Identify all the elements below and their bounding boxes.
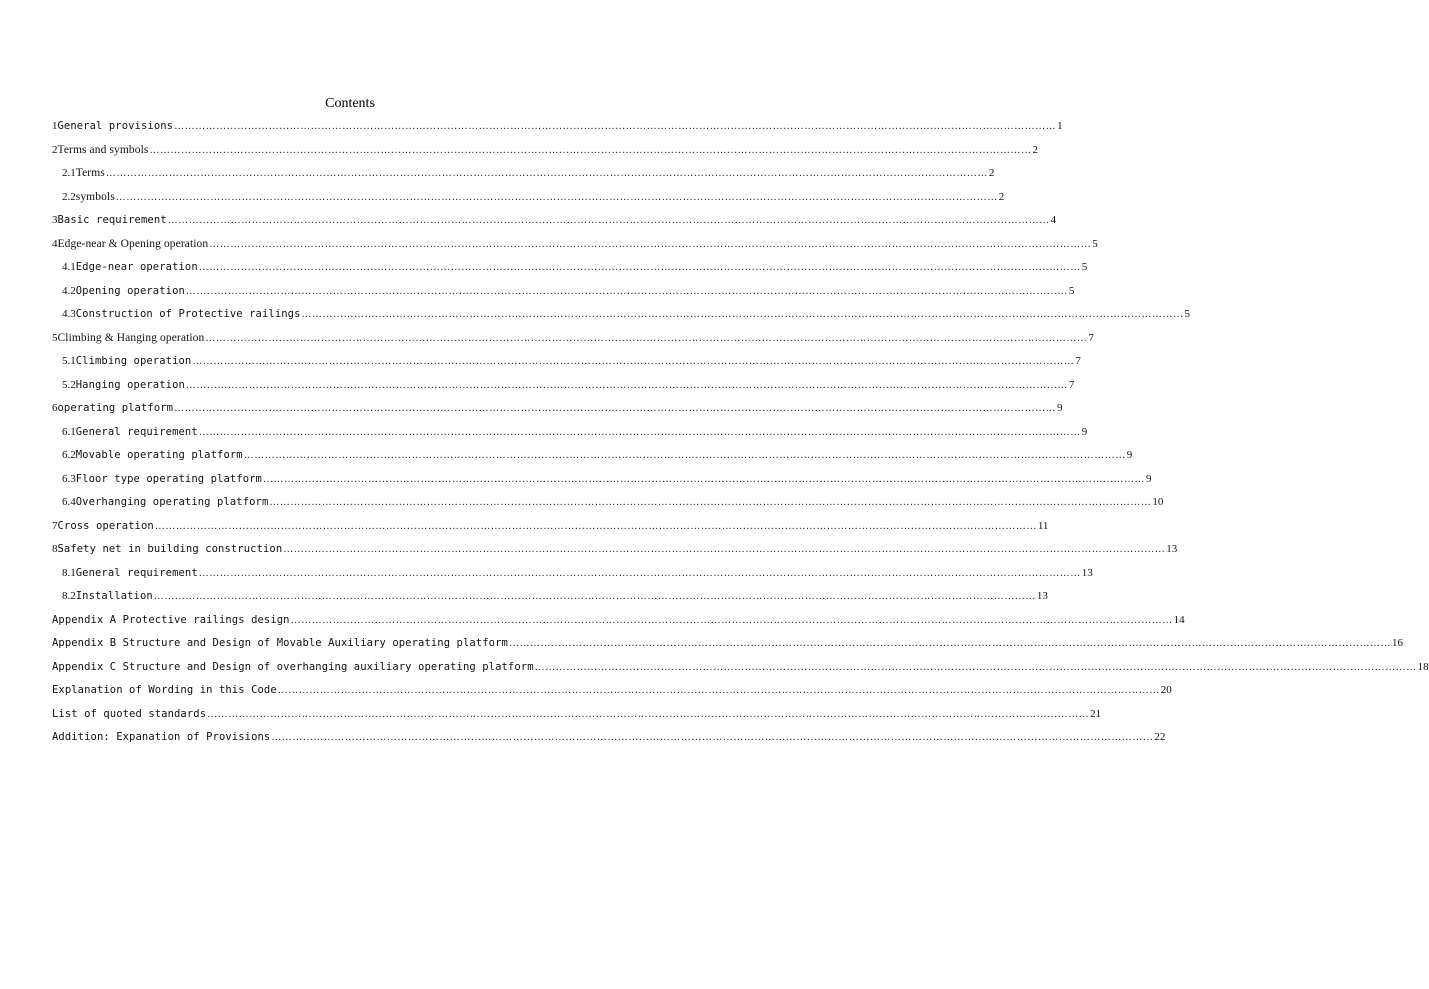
dot-leader: ……………………………………………………………………………………………………………………………………………………………………………………………………………………………… <box>271 732 1154 743</box>
toc-entry-number: 6.2 <box>62 449 76 461</box>
toc-entry-label: symbols <box>75 191 115 203</box>
toc-entry-number: 6.1 <box>62 426 76 438</box>
dot-leader: ……………………………………………………………………………………………………………………………………………………………………………………………………………………………… <box>262 474 1145 485</box>
toc-entry-page: 18 <box>1417 661 1429 673</box>
toc-entry-label: List of quoted standards <box>52 708 207 720</box>
dot-leader: ……………………………………………………………………………………………………………………………………………………………………………………………………………………………… <box>167 215 1050 226</box>
toc-entry-label: General provisions <box>57 120 174 132</box>
toc-entry-page: 13 <box>1166 543 1178 555</box>
toc-entry-number: 4 <box>52 238 58 250</box>
toc-entry-2-2[interactable] <box>62 191 1005 207</box>
toc-entry-number: 8.1 <box>62 567 76 579</box>
toc-entry-label: Basic requirement <box>57 214 167 226</box>
toc-entry-label: Climbing & Hanging operation <box>57 332 205 344</box>
toc-entry-page: 10 <box>1152 496 1164 508</box>
toc-entry-5-1[interactable] <box>62 355 1081 371</box>
dot-leader: ……………………………………………………………………………………………………………………………………………………………………………………………………………………………… <box>174 121 1057 132</box>
dot-leader: ……………………………………………………………………………………………………………………………………………………………………………………………………………………………… <box>209 239 1092 250</box>
toc-entry-page: 7 <box>1075 355 1081 367</box>
dot-leader: ……………………………………………………………………………………………………………………………………………………………………………………………………………………………… <box>105 168 988 179</box>
toc-entry-8-2[interactable] <box>62 590 1048 606</box>
dot-leader: ……………………………………………………………………………………………………………………………………………………………………………………………………………………………… <box>154 521 1037 532</box>
toc-entry-label: Floor type operating platform <box>75 473 262 485</box>
page-title: Contents <box>325 96 375 111</box>
dot-leader: ……………………………………………………………………………………………………………………………………………………………………………………………………………………………… <box>534 662 1417 673</box>
toc-entry-number: 2.2 <box>62 191 76 203</box>
toc-entry-page: 2 <box>1032 144 1038 156</box>
toc-entry-number: 6 <box>52 402 58 414</box>
dot-leader: ……………………………………………………………………………………………………………………………………………………………………………………………………………………………… <box>115 192 998 203</box>
toc-entry-page: 9 <box>1126 449 1133 461</box>
toc-entry-page: 1 <box>1057 120 1063 132</box>
dot-leader: ……………………………………………………………………………………………………………………………………………………………………………………………………………………………… <box>277 685 1160 696</box>
toc-entry-page: 5 <box>1092 238 1098 250</box>
toc-entry-page: 22 <box>1154 731 1166 743</box>
toc-entry-number: 4.3 <box>62 308 76 320</box>
toc-entry-label: operating platform <box>57 402 174 414</box>
toc-entry-label: Cross operation <box>57 520 154 532</box>
dot-leader: ……………………………………………………………………………………………………………………………………………………………………………………………………………………………… <box>243 450 1126 461</box>
toc-entry-page: 2 <box>988 167 995 179</box>
toc-entry-label: Appendix A Protective railings design <box>52 614 290 626</box>
toc-entry-4[interactable] <box>52 238 1098 254</box>
toc-entry-label: Construction of Protective railings <box>75 308 301 320</box>
toc-entry-4-1[interactable] <box>62 261 1088 277</box>
toc-entry-1[interactable] <box>52 120 1063 136</box>
toc-entry-page: 21 <box>1090 708 1102 720</box>
toc-entry-number: 2 <box>52 144 58 156</box>
toc-entry-label: Opening operation <box>75 285 185 297</box>
toc-entry-number: 5.1 <box>62 355 76 367</box>
toc-entry-number: 1 <box>52 120 58 132</box>
toc-entry-number: 6.4 <box>62 496 76 508</box>
toc-entry-page: 5 <box>1184 308 1191 320</box>
toc-entry-label: Installation <box>75 590 153 602</box>
toc-entry-number: 3 <box>52 214 58 226</box>
toc-entry-number: 8 <box>52 543 58 555</box>
toc-entry-number: 6.3 <box>62 473 76 485</box>
toc-entry-6-3[interactable] <box>62 473 1152 489</box>
dot-leader: ……………………………………………………………………………………………………………………………………………………………………………………………………………………………… <box>192 356 1075 367</box>
dot-leader: ……………………………………………………………………………………………………………………………………………………………………………………………………………………………… <box>207 709 1090 720</box>
toc-entry-8-1[interactable] <box>62 567 1093 583</box>
toc-entry-6[interactable] <box>52 402 1063 418</box>
toc-entry-wording[interactable] <box>52 684 1172 700</box>
toc-entry-number: 4.1 <box>62 261 76 273</box>
toc-entry-label: Edge-near & Opening operation <box>57 238 209 250</box>
toc-entry-label: Addition: Expanation of Provisions <box>52 731 271 743</box>
toc-entry-appendix-c[interactable] <box>52 661 1429 677</box>
toc-entry-page: 4 <box>1050 214 1057 226</box>
toc-entry-label: Appendix B Structure and Design of Movable Auxiliary operating platform <box>52 637 508 649</box>
dot-leader: ……………………………………………………………………………………………………………………………………………………………………………………………………………………………… <box>283 544 1166 555</box>
dot-leader: ……………………………………………………………………………………………………………………………………………………………………………………………………………………………… <box>185 380 1068 391</box>
toc-entry-number: 8.2 <box>62 590 76 602</box>
toc-entry-6-2[interactable] <box>62 449 1133 465</box>
toc-entry-page: 5 <box>1081 261 1088 273</box>
toc-entry-label: Climbing operation <box>75 355 192 367</box>
toc-entry-addition[interactable] <box>52 731 1166 747</box>
toc-entry-page: 9 <box>1081 426 1088 438</box>
toc-entry-label: Explanation of Wording in this Code <box>52 684 277 696</box>
dot-leader: ……………………………………………………………………………………………………………………………………………………………………………………………………………………………… <box>301 309 1184 320</box>
toc-entry-label: General requirement <box>75 426 198 438</box>
toc-entry-label: Edge-near operation <box>75 261 198 273</box>
toc-entry-label: Terms <box>75 167 105 179</box>
toc-entry-3[interactable] <box>52 214 1057 230</box>
toc-entry-6-1[interactable] <box>62 426 1088 442</box>
toc-entry-8[interactable] <box>52 543 1178 559</box>
toc-entry-page: 13 <box>1036 590 1048 602</box>
toc-entry-6-4[interactable] <box>62 496 1164 512</box>
toc-entry-7[interactable] <box>52 520 1049 536</box>
toc-entry-page: 5 <box>1068 285 1075 297</box>
toc-entry-number: 5 <box>52 332 58 344</box>
toc-entry-label: Movable operating platform <box>75 449 243 461</box>
toc-entry-page: 9 <box>1057 402 1063 414</box>
dot-leader: ……………………………………………………………………………………………………………………………………………………………………………………………………………………………… <box>149 145 1032 156</box>
toc-entry-page: 14 <box>1173 614 1185 626</box>
toc-entry-5-2[interactable] <box>62 379 1075 395</box>
dot-leader: ……………………………………………………………………………………………………………………………………………………………………………………………………………………………… <box>153 591 1036 602</box>
dot-leader: ……………………………………………………………………………………………………………………………………………………………………………………………………………………………… <box>198 427 1081 438</box>
toc-entry-label: Overhanging operating platform <box>75 496 269 508</box>
toc-entry-page: 2 <box>998 191 1005 203</box>
dot-leader: ……………………………………………………………………………………………………………………………………………………………………………………………………………………………… <box>290 615 1173 626</box>
dot-leader: ……………………………………………………………………………………………………………………………………………………………………………………………………………………………… <box>205 333 1088 344</box>
toc-entry-page: 20 <box>1160 684 1172 696</box>
toc-entry-page: 11 <box>1037 520 1049 532</box>
toc-entry-page: 16 <box>1391 637 1403 649</box>
toc-entry-quoted-standards[interactable] <box>52 708 1102 724</box>
toc-entry-label: Appendix C Structure and Design of overhanging auxiliary operating platform <box>52 661 534 673</box>
toc-entry-page: 7 <box>1068 379 1075 391</box>
toc-entry-page: 9 <box>1145 473 1152 485</box>
toc-entry-number: 4.2 <box>62 285 76 297</box>
toc-entry-appendix-a[interactable] <box>52 614 1185 630</box>
toc-entry-4-3[interactable] <box>62 308 1191 324</box>
toc-entry-number: 2.1 <box>62 167 76 179</box>
toc-entry-2-1[interactable] <box>62 167 995 183</box>
toc-entry-label: General requirement <box>75 567 198 579</box>
toc-entry-number: 7 <box>52 520 58 532</box>
toc-entry-label: Hanging operation <box>75 379 185 391</box>
toc-entry-5[interactable] <box>52 332 1094 348</box>
toc-entry-page: 7 <box>1088 332 1094 344</box>
dot-leader: ……………………………………………………………………………………………………………………………………………………………………………………………………………………………… <box>198 262 1081 273</box>
dot-leader: ……………………………………………………………………………………………………………………………………………………………………………………………………………………………… <box>198 568 1081 579</box>
toc-entry-number: 5.2 <box>62 379 76 391</box>
toc-entry-label: Terms and symbols <box>57 144 149 156</box>
toc-entry-appendix-b[interactable] <box>52 637 1403 653</box>
toc-entry-2[interactable] <box>52 144 1038 160</box>
dot-leader: ……………………………………………………………………………………………………………………………………………………………………………………………………………………………… <box>508 638 1391 649</box>
dot-leader: ……………………………………………………………………………………………………………………………………………………………………………………………………………………………… <box>174 403 1057 414</box>
toc-entry-4-2[interactable] <box>62 285 1075 301</box>
dot-leader: ……………………………………………………………………………………………………………………………………………………………………………………………………………………………… <box>185 286 1068 297</box>
toc-entry-page: 13 <box>1081 567 1093 579</box>
toc-entry-label: Safety net in building construction <box>57 543 283 555</box>
dot-leader: ……………………………………………………………………………………………………………………………………………………………………………………………………………………………… <box>269 497 1152 508</box>
